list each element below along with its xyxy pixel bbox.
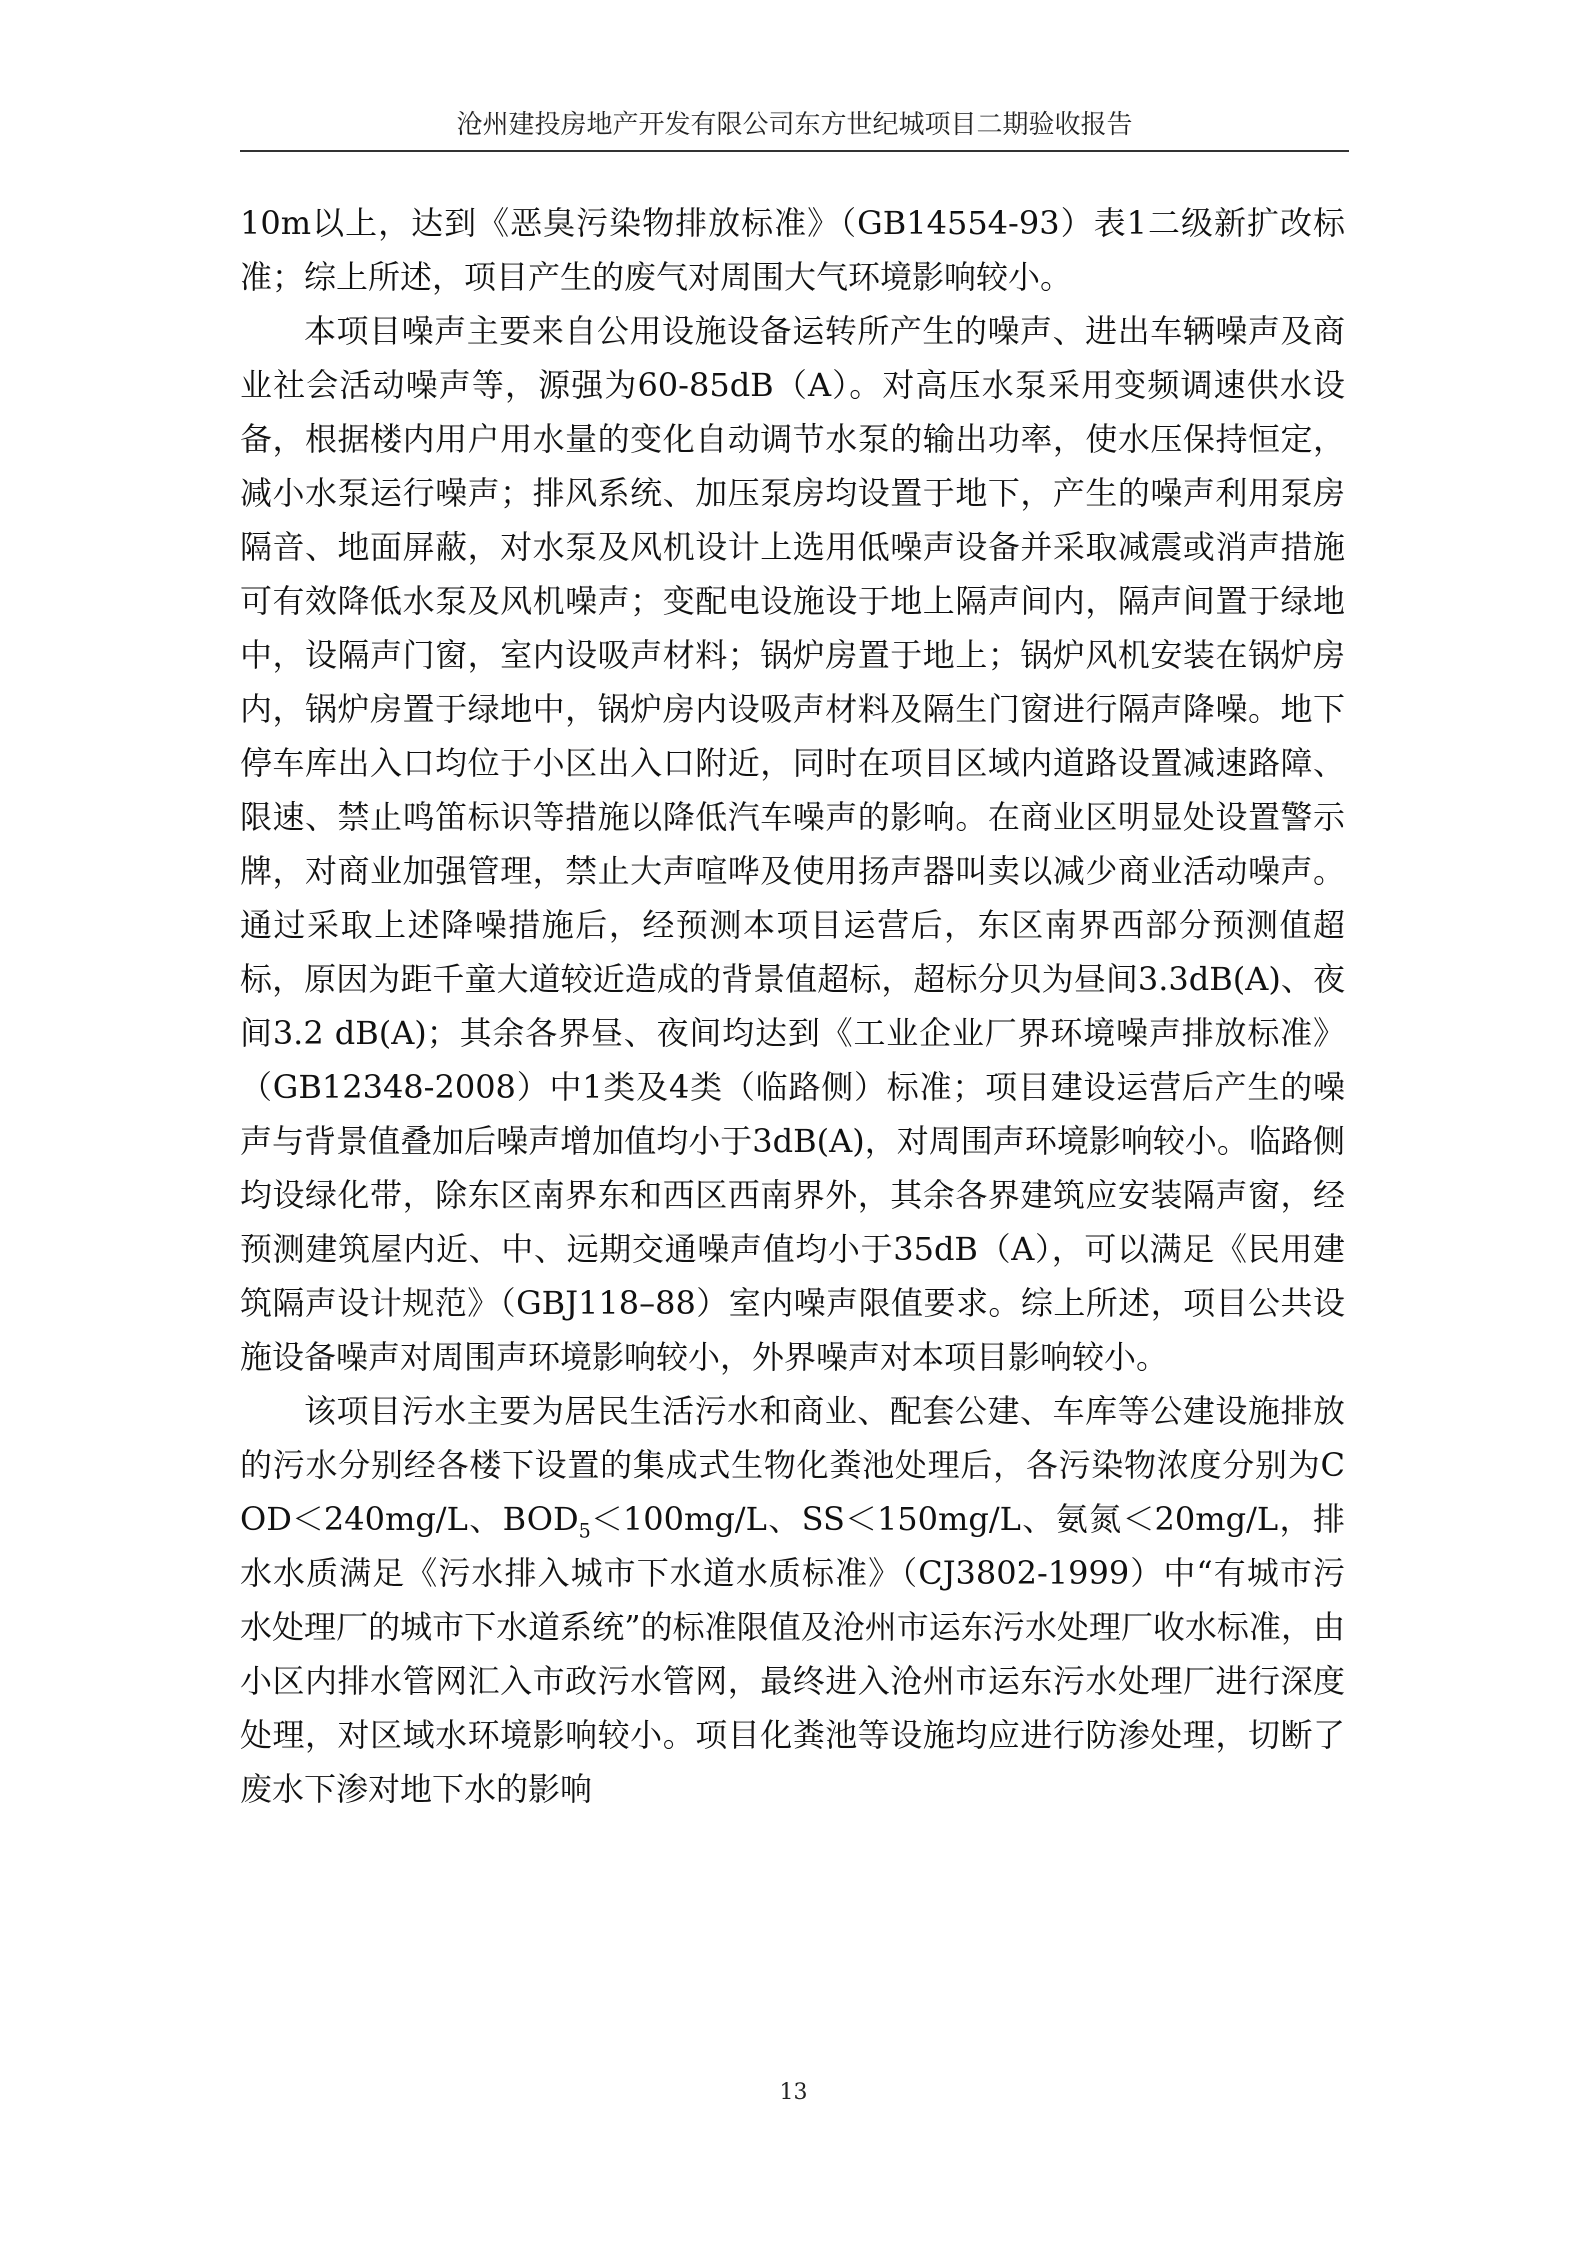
paragraph-noise: 本项目噪声主要来自公用设施设备运转所产生的噪声、进出车辆噪声及商业社会活动噪声等，源强为60-85dB（A）。对高压水泵采用变频调速供水设备，根据楼内用户用水量的变化自动调节水泵的输出功率，使水压保持恒定，减小水泵运行噪声；排风系统、加压泵房均设置于地下，产生的噪声利用泵房隔音、地面屏蔽，对水泵及风机设计上选用低噪声设备并采取减震或消声措施可有效降低水泵及风机噪声；变配电设施设于地上隔声间内，隔声间置于绿地中，设隔声门窗，室内设吸声材料；锅炉房置于地上；锅炉风机安装在锅炉房内，锅炉房置于绿地中，锅炉房内设吸声材料及隔生门窗进行隔声降噪。地下停车库出入口均位于小区出入口附近，同时在项目区域内道路设置减速路障、限速、禁止鸣笛标识等措施以降低汽车噪声的影响。在商业区明显处设置警示牌，对商业加强管理，禁止大声喧哗及使用扬声器叫卖以减少商业活动噪声。通过采取上述降噪措施后，经预测本项目运营后，东区南界西部分预测值超标，原因为距千童大道较近造成的背景值超标，超标分贝为昼间3.3dB(A)、夜间3.2 dB(A)；其余各界昼、夜间均达到《工业企业厂界环境噪声排放标准》（GB12348-2008）中1类及4类（临路侧）标准；项目建设运营后产生的噪声与背景值叠加后噪声增加值均小于3dB(A)，对周围声环境影响较小。临路侧均设绿化带，除东区南界东和西区西南界外，其余各界建筑应安装隔声窗，经预测建筑屋内近、中、远期交通噪声值均小于35dB（A），可以满足《民用建筑隔声设计规范》（GBJ118–88）室内噪声限值要求。综上所述，项目公共设施设备噪声对周围声环境影响较小，外界噪声对本项目影响较小。 <box>240 312 1345 1376</box>
paragraph-air-conclusion: 10m以上，达到《恶臭污染物排放标准》（GB14554-93）表1二级新扩改标准；综上所述，项目产生的废气对周围大气环境影响较小。 <box>240 204 1345 296</box>
wastewater-text-part-2: ＜100mg/L、SS＜150mg/L、氨氮＜20mg/L，排水水质满足《污水排入城市下水道水质标准》（CJ3802-1999）中“有城市污水处理厂的城市下水道系统”的标准限值及沧州市运东污水处理厂收水标准，由小区内排水管网汇入市政污水管网，最终进入沧州市运东污水处理厂进行深度处理，对区域水环境影响较小。项目化粪池等设施均应进行防渗处理，切断了废水下渗对地下水的影响 <box>240 1500 1345 1808</box>
page-number: 13 <box>779 2080 808 2105</box>
header-divider <box>240 150 1349 152</box>
wastewater-text-part-1: 该项目污水主要为居民生活污水和商业、配套公建、车库等公建设施排放的污水分别经各楼下设置的集成式生物化粪池处理后，各污染物浓度分别为COD＜240mg/L、BOD <box>240 1392 1345 1538</box>
page-header-title: 沧州建投房地产开发有限公司东方世纪城项目二期验收报告 <box>456 110 1133 140</box>
document-body <box>240 196 1345 1816</box>
bod-subscript: 5 <box>578 1519 591 1543</box>
paragraph-wastewater <box>240 1384 1345 1816</box>
